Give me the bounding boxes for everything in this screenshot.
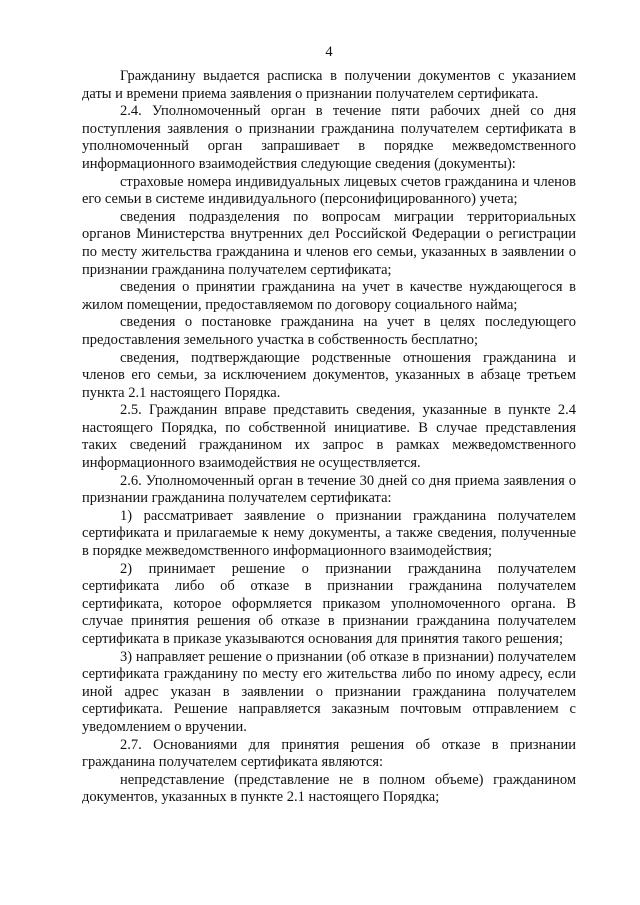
- paragraph-2-7: 2.7. Основаниями для принятия решения об отказе в признании гражданина получателем сертификата являются:: [82, 736, 576, 771]
- paragraph-2-5: 2.5. Гражданин вправе представить сведения, указанные в пункте 2.4 настоящего Порядка, по собственной инициативе. В случае представления таких сведений гражданином их запрос в рамках межведомственного информационного взаимодействия не осуществляется.: [82, 402, 576, 472]
- list-item-2-6-2: 2) принимает решение о признании гражданина получателем сертификата либо об отказе в признании гражданина получателем сертификата, которое оформляется приказом уполномоченного органа. В случае принятия решения об отказе в признании гражданина получателем сертификата в приказе указываются основания для принятия такого решения;: [82, 560, 576, 647]
- list-item-land-registry: сведения о постановке гражданина на учет в целях последующего предоставления земельного участка в собственность бесплатно;: [82, 314, 576, 348]
- list-item-insurance-numbers: страховые номера индивидуальных лицевых счетов гражданина и членов его семьи в системе индивидуального (персонифицированного) учета;: [82, 173, 576, 208]
- paragraph-receipt: Гражданину выдается расписка в получении документов с указанием даты и времени приема заявления о признании получателем сертификата.: [82, 68, 576, 102]
- paragraph-2-4: 2.4. Уполномоченный орган в течение пяти рабочих дней со дня поступления заявления о признании гражданина получателем сертификата в уполномоченный орган запрашивает в порядке межведомственного информационного взаимодействия следующие сведения (документы):: [82, 103, 576, 172]
- list-item-kinship-info: сведения, подтверждающие родственные отношения гражданина и членов его семьи, за исключением документов, указанных в абзаце третьем пункта 2.1 настоящего Порядка.: [82, 349, 576, 401]
- list-item-2-6-1: 1) рассматривает заявление о признании гражданина получателем сертификата и прилагаемые к нему документы, а также сведения, полученные в порядке межведомственного информационного взаимодействия;: [82, 507, 576, 560]
- document-body: [82, 68, 576, 807]
- list-item-2-6-3: 3) направляет решение о признании (об отказе в признании) получателем сертификата гражданину по месту его жительства либо по иному адресу, если иной адрес указан в заявлении о признании гражданина получателем сертификата. Решение направляется заказным почтовым отправлением с уведомлением о вручении.: [82, 648, 576, 735]
- list-item-migration-info: сведения подразделения по вопросам миграции территориальных органов Министерства внутренних дел Российской Федерации о регистрации по месту жительства гражданина и членов его семьи, указанных в заявлении о признании гражданина получателем сертификата;: [82, 208, 576, 278]
- paragraph-2-6: 2.6. Уполномоченный орган в течение 30 дней со дня приема заявления о признании гражданина получателем сертификата:: [82, 472, 576, 507]
- list-item-housing-registry: сведения о принятии гражданина на учет в качестве нуждающегося в жилом помещении, предоставляемом по договору социального найма;: [82, 279, 576, 313]
- page-number: 4: [325, 44, 333, 60]
- list-item-refusal-ground-1: непредставление (представление не в полном объеме) гражданином документов, указанных в пункте 2.1 настоящего Порядка;: [82, 771, 576, 806]
